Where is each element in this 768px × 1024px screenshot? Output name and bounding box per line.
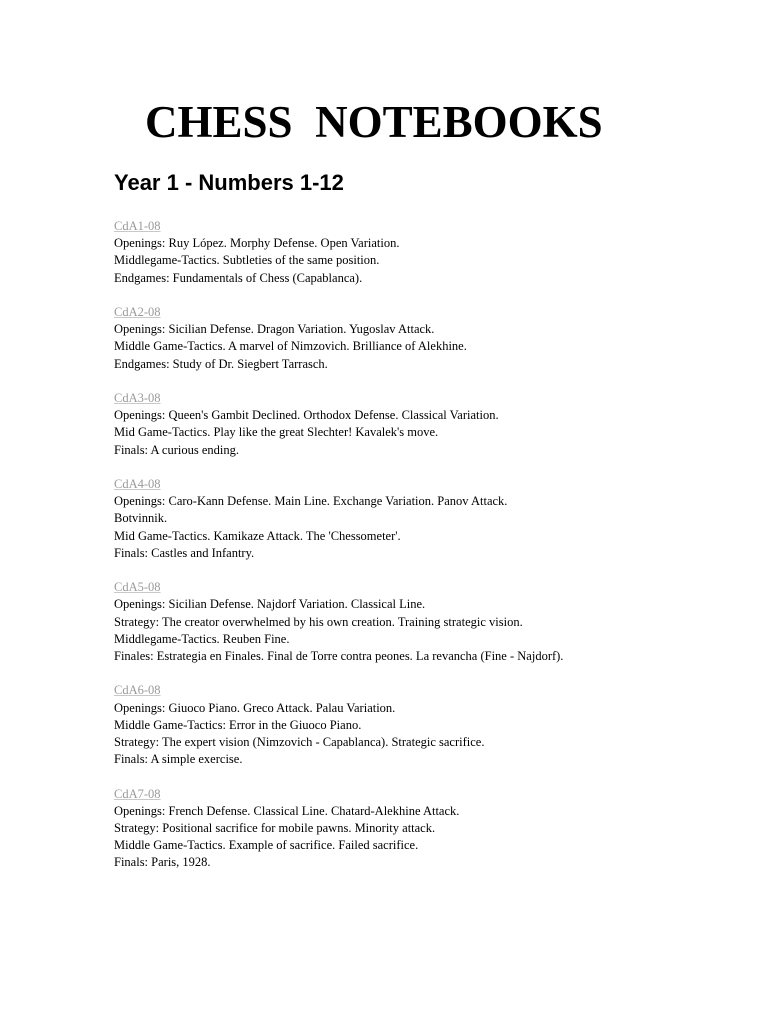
entry-line: Openings: Sicilian Defense. Najdorf Variation. Classical Line. — [114, 597, 426, 612]
notebook-link-cda4-08[interactable]: CdA4-08 — [114, 477, 161, 491]
entry-line: Middle Game-Tactics. Example of sacrifice. Failed sacrifice. — [114, 838, 419, 853]
entry-line: Finales: Estrategia en Finales. Final de Torre contra peones. La revancha (Fine - Najdorf). — [114, 649, 564, 664]
entry-line: Openings: Ruy López. Morphy Defense. Open Variation. — [114, 236, 400, 251]
entry-line: Strategy: Positional sacrifice for mobile pawns. Minority attack. — [114, 821, 436, 836]
entry-line: Openings: Sicilian Defense. Dragon Variation. Yugoslav Attack. — [114, 322, 435, 337]
notebook-entry — [114, 579, 734, 665]
entry-line: Finals: Paris, 1928. — [114, 855, 211, 870]
entry-line: Strategy: The creator overwhelmed by his own creation. Training strategic vision. — [114, 614, 523, 629]
notebook-entry — [114, 476, 734, 562]
entry-line: Mid Game-Tactics. Kamikaze Attack. The 'Chessometer'. — [114, 528, 401, 543]
notebook-list — [114, 218, 734, 889]
notebook-entry — [114, 682, 734, 768]
entry-line: Mid Game-Tactics. Play like the great Slechter! Kavalek's move. — [114, 425, 439, 440]
entry-line: Strategy: The expert vision (Nimzovich - Capablanca). Strategic sacrifice. — [114, 735, 485, 750]
notebook-link-cda1-08[interactable]: CdA1-08 — [114, 219, 161, 233]
entry-line: Finals: Castles and Infantry. — [114, 545, 255, 560]
notebook-link-cda2-08[interactable]: CdA2-08 — [114, 305, 161, 319]
entry-line: Endgames: Fundamentals of Chess (Capablanca). — [114, 270, 363, 285]
page-title: CHESS NOTEBOOKS — [145, 97, 603, 147]
notebook-link-cda7-08[interactable]: CdA7-08 — [114, 786, 161, 801]
notebook-entry — [114, 218, 734, 287]
entry-line: Endgames: Study of Dr. Siegbert Tarrasch. — [114, 356, 328, 371]
notebook-link-cda5-08[interactable]: CdA5-08 — [114, 580, 161, 595]
entry-line: Middlegame-Tactics. Reuben Fine. — [114, 631, 290, 646]
notebook-entry — [114, 786, 734, 872]
entry-line: Finals: A simple exercise. — [114, 752, 243, 767]
entry-line: Openings: Queen's Gambit Declined. Orthodox Defense. Classical Variation. — [114, 408, 499, 423]
entry-line: Middle Game-Tactics. A marvel of Nimzovich. Brilliance of Alekhine. — [114, 339, 467, 354]
notebook-link-cda6-08[interactable]: CdA6-08 — [114, 683, 161, 698]
entry-line: Openings: French Defense. Classical Line. Chatard-Alekhine Attack. — [114, 803, 460, 818]
entry-line: Middlegame-Tactics. Subtleties of the same position. — [114, 253, 380, 268]
notebook-entry — [114, 304, 734, 373]
entry-line: Middle Game-Tactics: Error in the Giuoco Piano. — [114, 717, 362, 732]
notebook-entry — [114, 390, 734, 459]
entry-line: Openings: Giuoco Piano. Greco Attack. Palau Variation. — [114, 700, 396, 715]
notebook-link-cda3-08[interactable]: CdA3-08 — [114, 391, 161, 405]
entry-line: Finals: A curious ending. — [114, 442, 239, 457]
entry-line: Botvinnik. — [114, 511, 168, 526]
page-subtitle: Year 1 - Numbers 1-12 — [114, 170, 344, 195]
entry-line: Openings: Caro-Kann Defense. Main Line. Exchange Variation. Panov Attack. — [114, 494, 508, 509]
